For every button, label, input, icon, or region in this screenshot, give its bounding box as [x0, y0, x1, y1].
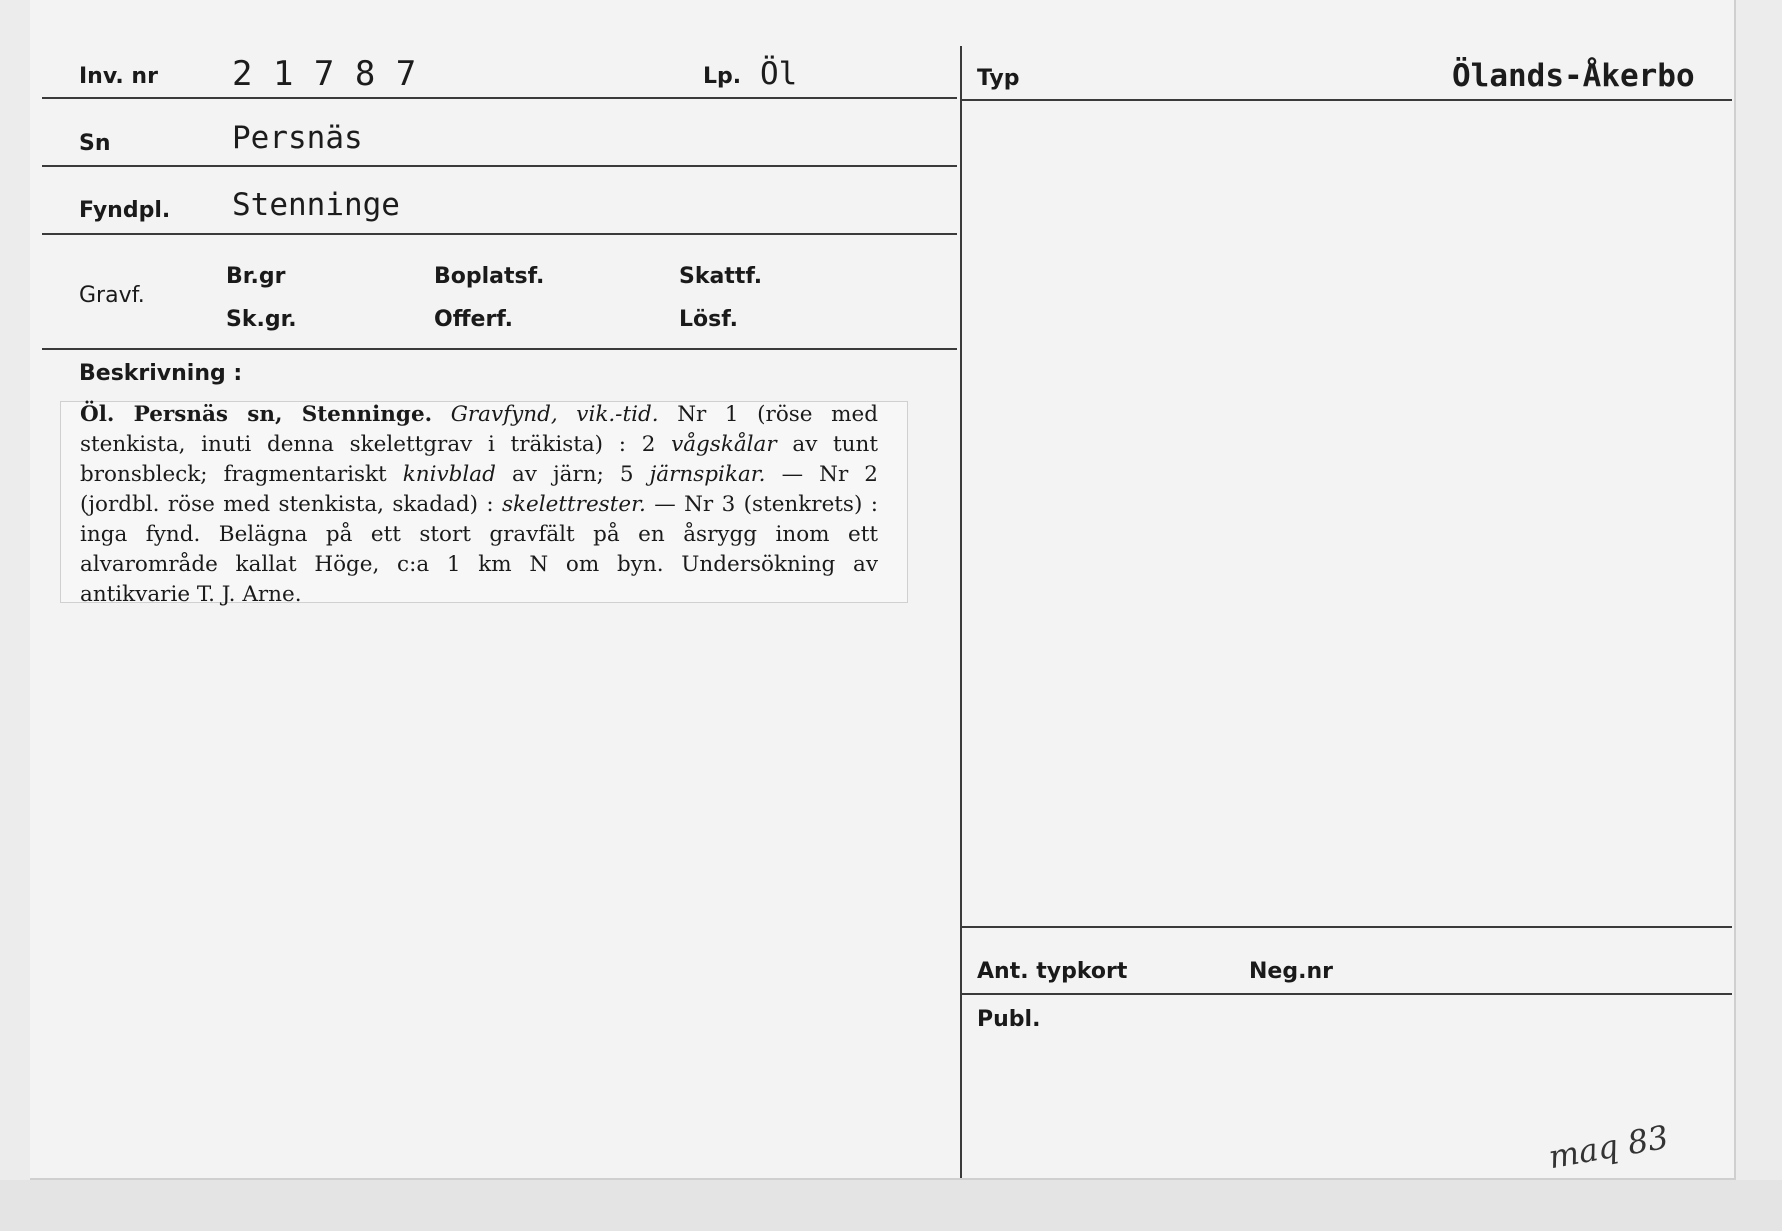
lp-value: Öl	[760, 56, 798, 92]
neg-nr-label: Neg.nr	[1249, 959, 1333, 984]
desc-text-4: — Nr 2 (jordbl. röse med stenkista, skadad) :	[80, 462, 878, 517]
description-text	[80, 400, 878, 610]
brgr-label: Br.gr	[226, 264, 286, 289]
desc-find-vagskalar: vågskålar	[671, 432, 777, 457]
ant-typkort-label: Ant. typkort	[977, 959, 1128, 984]
desc-text-3: av järn; 5	[511, 462, 634, 487]
skgr-label: Sk.gr.	[226, 307, 297, 332]
sn-label: Sn	[79, 131, 111, 156]
typ-value: Ölands-Åkerbo	[1452, 58, 1695, 94]
fyndpl-value: Stenninge	[232, 187, 400, 223]
scan-background-strip	[0, 1180, 1782, 1231]
inv-nr-value: 2 1 7 8 7	[232, 54, 417, 94]
skattf-label: Skattf.	[679, 264, 763, 289]
typ-label: Typ	[977, 66, 1020, 91]
desc-text-5: — Nr 3 (stenkrets) : inga fynd. Belägna på ett stort gravfält på en åsrygg inom ett alvarområde kallat Höge, c:a 1 km N om byn. Undersökning av antikvarie T. J. Arne.	[80, 492, 878, 607]
rule-inv	[42, 97, 957, 99]
desc-find-skelettrester: skelettrester.	[502, 492, 646, 517]
boplatsf-label: Boplatsf.	[434, 264, 545, 289]
desc-text-1: Nr 1 (röse med stenkista, inuti denna skelettgrav i träkista) : 2	[80, 402, 879, 457]
desc-heading: Öl. Persnäs sn, Stenninge.	[80, 402, 433, 427]
sn-value: Persnäs	[232, 120, 363, 156]
handwritten-note: maq 83	[1545, 1117, 1672, 1177]
column-divider	[960, 46, 962, 1178]
rule-ant-typkort-top	[962, 926, 1732, 928]
rule-publ-top	[962, 993, 1732, 995]
fyndpl-label: Fyndpl.	[79, 198, 171, 223]
rule-sn	[42, 165, 957, 167]
desc-period: Gravfynd, vik.-tid.	[450, 402, 659, 427]
publ-label: Publ.	[977, 1007, 1041, 1032]
rule-gravf	[42, 348, 957, 350]
losf-label: Lösf.	[679, 307, 738, 332]
desc-text-2: av tunt bronsbleck; fragmentariskt	[80, 432, 879, 487]
rule-fyndpl	[42, 233, 957, 235]
beskrivning-label: Beskrivning :	[79, 361, 243, 386]
desc-find-knivblad: knivblad	[402, 462, 496, 487]
lp-label: Lp.	[703, 64, 742, 89]
desc-find-jarnspikar: järnspikar.	[649, 462, 766, 487]
rule-typ	[962, 99, 1732, 101]
inv-nr-label: Inv. nr	[79, 64, 158, 89]
offerf-label: Offerf.	[434, 307, 514, 332]
gravf-label: Gravf.	[79, 283, 145, 308]
